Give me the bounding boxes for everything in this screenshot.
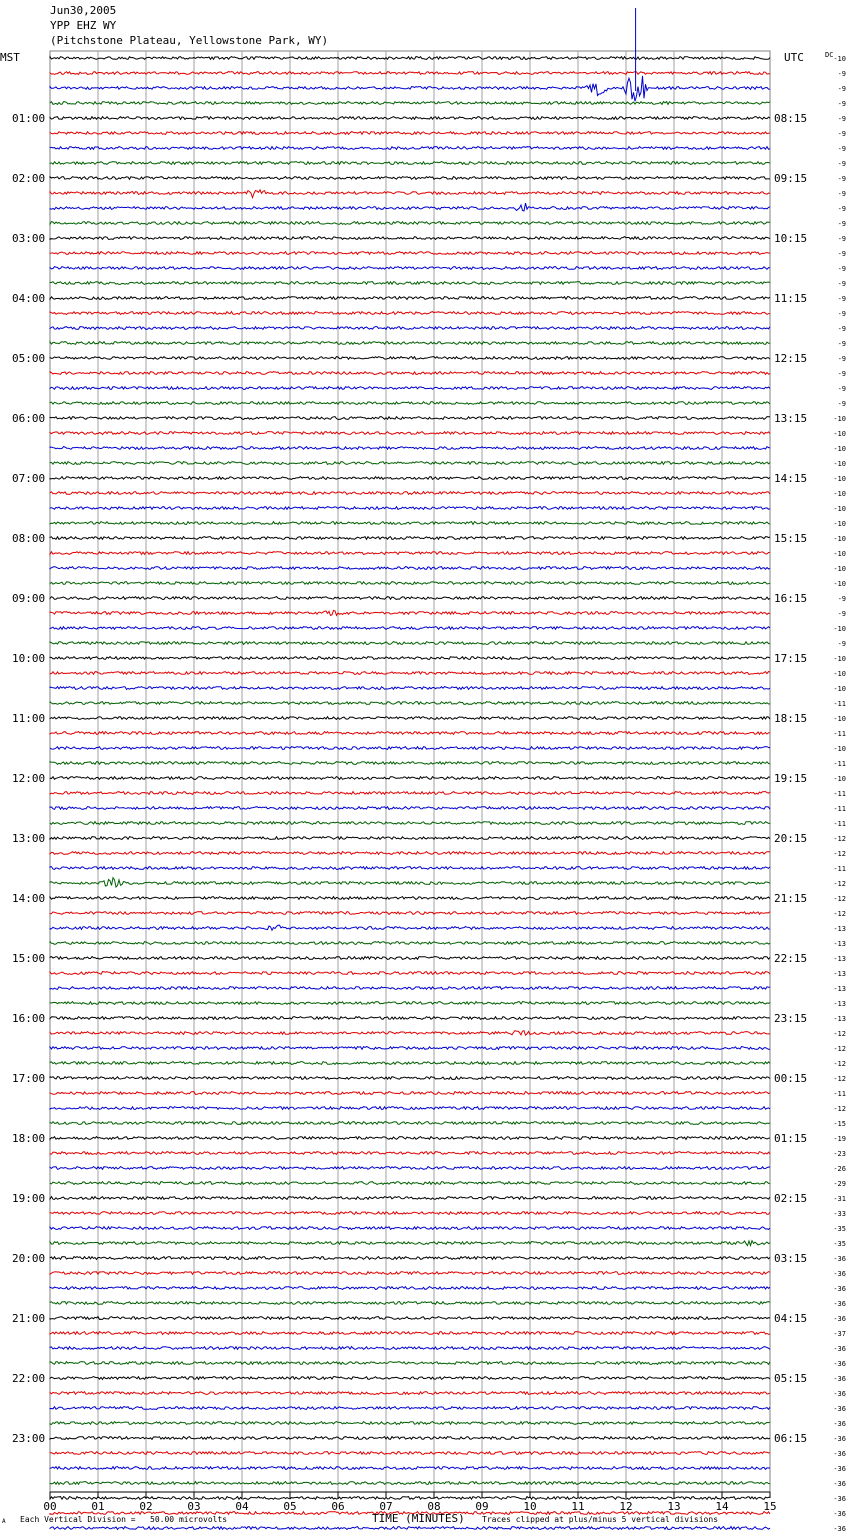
seismic-trace (50, 567, 770, 570)
seismic-trace (50, 477, 770, 480)
x-tick-label: 09 (475, 1500, 489, 1513)
dc-offset-label: -10 (833, 775, 846, 783)
dc-offset-label: -9 (837, 205, 846, 213)
dc-offset-label: -9 (837, 595, 846, 603)
hour-label-right: 01:15 (774, 1132, 808, 1145)
dc-offset-label: -10 (833, 445, 846, 453)
dc-offset-label: -9 (837, 385, 846, 393)
seismic-trace (50, 1241, 770, 1246)
dc-offset-label: -10 (833, 415, 846, 423)
seismic-trace (50, 1107, 770, 1110)
dc-offset-label: -36 (833, 1375, 846, 1383)
seismic-trace (50, 1527, 770, 1530)
seismic-trace (50, 76, 770, 101)
seismic-trace (50, 925, 770, 930)
seismic-trace (50, 267, 770, 270)
seismic-trace (50, 852, 770, 855)
dc-offset-label: -9 (837, 115, 846, 123)
x-axis-title: TIME (MINUTES) (372, 1512, 465, 1525)
seismic-trace (50, 447, 770, 450)
x-tick-label: 13 (667, 1500, 681, 1513)
seismic-trace (50, 1377, 770, 1380)
seismic-trace (50, 972, 770, 975)
seismic-trace (50, 627, 770, 630)
hour-label-right: 10:15 (774, 232, 808, 245)
seismic-trace (50, 987, 770, 990)
seismic-trace (50, 177, 770, 180)
hour-label-right: 18:15 (774, 712, 808, 725)
hour-label-left: 11:00 (12, 712, 46, 725)
dc-offset-label: -11 (833, 730, 846, 738)
seismic-trace (50, 1437, 770, 1440)
seismic-trace (50, 507, 770, 510)
dc-offset-label: -9 (837, 250, 846, 258)
dc-offset-label: -36 (833, 1270, 846, 1278)
dc-offset-label: -9 (837, 70, 846, 78)
seismic-trace (50, 1497, 770, 1500)
seismic-trace (50, 837, 770, 840)
seismic-trace (50, 552, 770, 555)
seismic-trace (50, 327, 770, 330)
seismic-trace (50, 190, 770, 198)
dc-offset-label: -37 (833, 1330, 846, 1338)
dc-offset-label: -9 (837, 175, 846, 183)
dc-offset-label: -26 (833, 1165, 846, 1173)
seismic-trace (50, 312, 770, 315)
dc-offset-label: -35 (833, 1225, 846, 1233)
x-tick-label: 14 (715, 1500, 729, 1513)
dc-offset-label: -9 (837, 130, 846, 138)
seismic-trace (50, 162, 770, 165)
dc-offset-label: -10 (833, 580, 846, 588)
hour-label-left: 21:00 (12, 1312, 46, 1325)
dc-offset-label: -13 (833, 970, 846, 978)
hour-label-left: 07:00 (12, 472, 46, 485)
dc-offset-label: -11 (833, 1090, 846, 1098)
dc-offset-label: -13 (833, 955, 846, 963)
dc-offset-label: -10 (833, 670, 846, 678)
seismic-trace (50, 942, 770, 945)
seismic-trace (50, 72, 770, 75)
left-timezone-label: MST (0, 51, 20, 64)
dc-offset-label: -9 (837, 340, 846, 348)
seismic-trace (50, 822, 770, 825)
seismic-trace (50, 1017, 770, 1020)
dc-offset-label: -11 (833, 700, 846, 708)
seismic-trace (50, 1212, 770, 1215)
seismic-trace (50, 1047, 770, 1050)
dc-offset-label: -23 (833, 1150, 846, 1158)
seismic-trace (50, 792, 770, 795)
clip-note: Traces clipped at plus/minus 5 vertical divisions (482, 1515, 719, 1524)
dc-offset-label: -9 (837, 160, 846, 168)
hour-label-right: 22:15 (774, 952, 808, 965)
vertical-scale-note: Each Vertical Division = 50.00 microvolts (20, 1515, 228, 1524)
x-tick-label: 03 (187, 1500, 201, 1513)
hour-label-right: 11:15 (774, 292, 808, 305)
dc-offset-label: -36 (833, 1525, 846, 1533)
seismic-trace (50, 57, 770, 60)
hour-label-left: 03:00 (12, 232, 46, 245)
seismic-trace (50, 1167, 770, 1170)
seismic-trace (50, 687, 770, 690)
dc-offset-label: -10 (833, 685, 846, 693)
dc-offset-label: -9 (837, 280, 846, 288)
dc-offset-label: -12 (833, 1075, 846, 1083)
hour-label-left: 06:00 (12, 412, 46, 425)
seismic-trace (50, 717, 770, 720)
seismic-trace (50, 1362, 770, 1365)
dc-offset-label: -9 (837, 235, 846, 243)
dc-offset-label: -29 (833, 1180, 846, 1188)
dc-offset-label: -12 (833, 1045, 846, 1053)
dc-offset-label: -15 (833, 1120, 846, 1128)
dc-offset-label: -33 (833, 1210, 846, 1218)
dc-offset-label: -10 (833, 745, 846, 753)
seismic-trace (50, 878, 770, 887)
x-tick-label: 02 (139, 1500, 153, 1513)
seismic-trace (50, 147, 770, 150)
dc-offset-label: -36 (833, 1285, 846, 1293)
seismic-trace (50, 1077, 770, 1080)
seismic-trace (50, 807, 770, 810)
dc-offset-label: -35 (833, 1240, 846, 1248)
dc-offset-label: -12 (833, 1030, 846, 1038)
dc-offset-label: -36 (833, 1465, 846, 1473)
hour-label-right: 23:15 (774, 1012, 808, 1025)
x-tick-label: 05 (283, 1500, 297, 1513)
dc-offset-label: -10 (833, 565, 846, 573)
hour-label-left: 01:00 (12, 112, 46, 125)
dc-offset-label: -11 (833, 820, 846, 828)
hour-label-left: 02:00 (12, 172, 46, 185)
hour-label-left: 23:00 (12, 1432, 46, 1445)
seismic-trace (50, 117, 770, 120)
dc-offset-label: -9 (837, 640, 846, 648)
hour-label-right: 20:15 (774, 832, 808, 845)
seismic-trace (50, 1287, 770, 1290)
hour-label-left: 10:00 (12, 652, 46, 665)
seismic-trace (50, 102, 770, 105)
x-tick-label: 15 (763, 1500, 777, 1513)
dc-offset-label: -11 (833, 790, 846, 798)
seismic-trace (50, 1302, 770, 1305)
dc-offset-label: -10 (833, 430, 846, 438)
seismic-trace (50, 462, 770, 465)
seismic-trace (50, 672, 770, 675)
seismic-trace (50, 597, 770, 600)
dc-offset-label: -13 (833, 925, 846, 933)
x-tick-label: 04 (235, 1500, 249, 1513)
hour-label-left: 20:00 (12, 1252, 46, 1265)
dc-offset-label: -13 (833, 1015, 846, 1023)
seismic-trace (50, 297, 770, 300)
seismic-trace (50, 132, 770, 135)
hour-label-left: 19:00 (12, 1192, 46, 1205)
hour-label-right: 13:15 (774, 412, 808, 425)
x-tick-label: 10 (523, 1500, 537, 1513)
hour-label-left: 09:00 (12, 592, 46, 605)
seismic-trace (50, 777, 770, 780)
hour-label-right: 17:15 (774, 652, 808, 665)
dc-offset-label: -36 (833, 1405, 846, 1413)
seismic-trace (50, 1272, 770, 1275)
seismic-trace (50, 1467, 770, 1470)
seismic-trace (50, 492, 770, 495)
dc-offset-label: -31 (833, 1195, 846, 1203)
corner-mark: A (2, 1518, 6, 1525)
dc-offset-label: -36 (833, 1435, 846, 1443)
dc-offset-label: -13 (833, 985, 846, 993)
dc-offset-label: -10 (833, 655, 846, 663)
seismic-trace (50, 732, 770, 735)
dc-offset-label: -9 (837, 85, 846, 93)
seismic-trace (50, 237, 770, 240)
hour-label-left: 18:00 (12, 1132, 46, 1145)
seismic-trace (50, 1227, 770, 1230)
seismic-trace (50, 702, 770, 705)
hour-label-left: 12:00 (12, 772, 46, 785)
dc-offset-label: -36 (833, 1420, 846, 1428)
hour-label-right: 14:15 (774, 472, 808, 485)
seismic-trace (50, 1347, 770, 1350)
hour-label-right: 16:15 (774, 592, 808, 605)
dc-offset-label: -13 (833, 1000, 846, 1008)
seismic-trace (50, 1317, 770, 1320)
seismic-trace (50, 1422, 770, 1425)
seismic-trace (50, 432, 770, 435)
dc-offset-label: -12 (833, 895, 846, 903)
dc-header-label: DC (825, 51, 834, 59)
hour-label-right: 08:15 (774, 112, 808, 125)
seismic-trace (50, 1152, 770, 1155)
plot-date: Jun30,2005 (50, 4, 117, 17)
dc-offset-label: -9 (837, 220, 846, 228)
dc-offset-label: -9 (837, 325, 846, 333)
seismic-trace (50, 357, 770, 360)
x-tick-label: 06 (331, 1500, 345, 1513)
dc-offset-label: -12 (833, 910, 846, 918)
dc-offset-label: -11 (833, 805, 846, 813)
hour-label-left: 05:00 (12, 352, 46, 365)
seismic-trace (50, 642, 770, 645)
seismic-trace (50, 203, 770, 211)
seismic-trace (50, 387, 770, 390)
hour-label-right: 06:15 (774, 1432, 808, 1445)
seismic-trace (50, 610, 770, 615)
seismic-trace (50, 537, 770, 540)
seismic-trace (50, 912, 770, 915)
hour-label-left: 22:00 (12, 1372, 46, 1385)
dc-offset-label: -36 (833, 1255, 846, 1263)
dc-offset-label: -9 (837, 100, 846, 108)
dc-offset-label: -10 (833, 460, 846, 468)
hour-label-right: 05:15 (774, 1372, 808, 1385)
hour-label-left: 15:00 (12, 952, 46, 965)
dc-offset-label: -9 (837, 610, 846, 618)
hour-label-left: 08:00 (12, 532, 46, 545)
dc-offset-label: -10 (833, 535, 846, 543)
dc-offset-label: -10 (833, 490, 846, 498)
seismic-trace (50, 582, 770, 585)
dc-offset-label: -9 (837, 355, 846, 363)
dc-offset-label: -9 (837, 265, 846, 273)
dc-offset-label: -12 (833, 880, 846, 888)
hour-label-left: 14:00 (12, 892, 46, 905)
hour-label-right: 03:15 (774, 1252, 808, 1265)
dc-offset-label: -9 (837, 400, 846, 408)
hour-label-left: 13:00 (12, 832, 46, 845)
seismic-trace (50, 372, 770, 375)
x-tick-label: 08 (427, 1500, 441, 1513)
x-tick-label: 11 (571, 1500, 585, 1513)
hour-label-left: 04:00 (12, 292, 46, 305)
seismic-trace (50, 282, 770, 285)
dc-offset-label: -9 (837, 370, 846, 378)
seismic-trace (50, 897, 770, 900)
dc-offset-label: -10 (833, 475, 846, 483)
dc-offset-label: -11 (833, 760, 846, 768)
seismic-trace (50, 1452, 770, 1455)
dc-offset-label: -36 (833, 1345, 846, 1353)
seismic-trace (50, 657, 770, 660)
dc-offset-label: -9 (837, 190, 846, 198)
dc-offset-label: -36 (833, 1315, 846, 1323)
x-tick-label: 12 (619, 1500, 633, 1513)
dc-offset-label: -10 (833, 520, 846, 528)
seismic-trace (50, 1137, 770, 1140)
seismic-trace (50, 1182, 770, 1185)
hour-label-left: 17:00 (12, 1072, 46, 1085)
dc-offset-label: -12 (833, 1060, 846, 1068)
seismic-trace (50, 1257, 770, 1260)
dc-offset-label: -9 (837, 295, 846, 303)
dc-offset-label: -36 (833, 1495, 846, 1503)
dc-offset-label: -10 (833, 715, 846, 723)
seismic-trace (50, 1407, 770, 1410)
dc-offset-label: -13 (833, 940, 846, 948)
seismic-trace (50, 342, 770, 345)
dc-offset-label: -11 (833, 865, 846, 873)
dc-offset-label: -10 (833, 550, 846, 558)
hour-label-right: 02:15 (774, 1192, 808, 1205)
hour-label-right: 04:15 (774, 1312, 808, 1325)
seismic-trace (50, 252, 770, 255)
seismic-trace (50, 522, 770, 525)
seismic-trace (50, 1392, 770, 1395)
dc-offset-label: -9 (837, 145, 846, 153)
hour-label-right: 21:15 (774, 892, 808, 905)
dc-offset-label: -12 (833, 1105, 846, 1113)
seismic-trace (50, 747, 770, 750)
dc-offset-label: -19 (833, 1135, 846, 1143)
hour-label-right: 09:15 (774, 172, 808, 185)
hour-label-right: 19:15 (774, 772, 808, 785)
seismic-trace (50, 417, 770, 420)
dc-offset-label: -36 (833, 1510, 846, 1518)
seismic-trace (50, 867, 770, 870)
dc-offset-label: -36 (833, 1450, 846, 1458)
x-tick-label: 07 (379, 1500, 393, 1513)
seismic-trace (50, 1482, 770, 1485)
x-tick-label: 01 (91, 1500, 105, 1513)
seismic-trace (50, 1197, 770, 1200)
seismic-trace (50, 957, 770, 960)
dc-offset-label: -36 (833, 1360, 846, 1368)
station-location: (Pitchstone Plateau, Yellowstone Park, WY) (50, 34, 329, 47)
station-code: YPP EHZ WY (50, 19, 117, 32)
seismic-trace (50, 402, 770, 405)
x-tick-label: 00 (43, 1500, 57, 1513)
dc-offset-label: -10 (833, 505, 846, 513)
seismic-trace (50, 222, 770, 225)
seismic-trace (50, 1332, 770, 1335)
hour-label-right: 12:15 (774, 352, 808, 365)
hour-label-right: 00:15 (774, 1072, 808, 1085)
seismic-trace (50, 762, 770, 765)
right-timezone-label: UTC (784, 51, 804, 64)
dc-offset-label: -9 (837, 310, 846, 318)
dc-offset-label: -10 (833, 55, 846, 63)
dc-offset-label: -36 (833, 1300, 846, 1308)
seismic-trace (50, 1122, 770, 1125)
dc-offset-label: -36 (833, 1480, 846, 1488)
hour-label-right: 15:15 (774, 532, 808, 545)
dc-offset-label: -10 (833, 625, 846, 633)
seismic-trace (50, 1002, 770, 1005)
dc-offset-label: -12 (833, 850, 846, 858)
dc-offset-label: -36 (833, 1390, 846, 1398)
seismic-trace (50, 1062, 770, 1065)
seismic-trace (50, 1031, 770, 1036)
hour-label-left: 16:00 (12, 1012, 46, 1025)
seismic-trace (50, 1092, 770, 1095)
dc-offset-label: -12 (833, 835, 846, 843)
